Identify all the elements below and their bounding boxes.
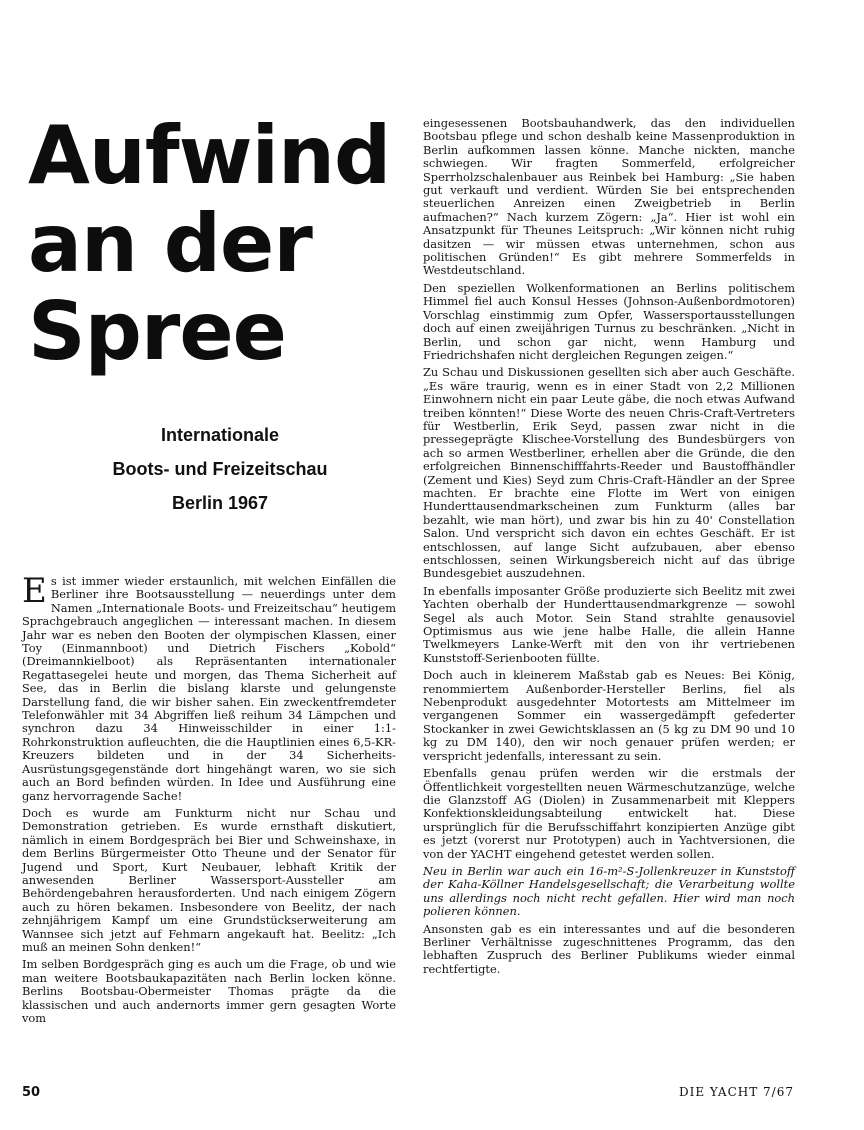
paragraph: In ebenfalls imposanter Größe produzierte sich Beelitz mit zwei Yachten oberhalb der Hunderttausendmarkgrenze — sowohl Segel als auch Motor. Sein Stand strahlte genausoviel Optimismus aus wie jene halbe Halle, die allein Hanne Twelkmeyers Lanke-Werft mit den von ihr vertriebenen Kunststoff-Serienbooten füllte. [423,583,795,665]
article-title [28,109,398,378]
paragraph: Im selben Bordgespräch ging es auch um die Frage, ob und wie man weitere Bootsbaukapazitäten nach Berlin locken könne. Berlins Bootsbau-Obermeister Thomas prägte da die klassischen und auch andernorts immer gern gesagten Worte vom [22,957,396,1025]
title-line: Spree [28,285,286,378]
drop-cap: E [22,571,47,611]
title-line: an der [28,197,312,290]
paragraph: Ebenfalls genau prüfen werden wir die erstmals der Öffentlichkeit vorgestellten neuen Wärmeschutzanzüge, welche die Glanzstoff AG (Diolen) in Zusammenarbeit mit Kleppers Konfektionskleidungsabteilung entwickelt hat. Diese ursprünglich für die Berufsschiffahrt konzipierten Anzüge gibt es jetzt (vorerst nur Prototypen) auch in Yachtversionen, die von der YACHT eingehend getestet werden sollen. [423,766,795,861]
left-column [22,571,396,1029]
magazine-issue: DIE YACHT 7/67 [678,1085,794,1099]
paragraph: Doch es wurde am Funkturm nicht nur Schau und Demonstration getrieben. Es wurde ernsthaft diskutiert, nämlich in einem Bordgespräch bei Bier und Schweinshaxe, in dem Berlins Bürgermeister Otto Theune und der Senator für Jugend und Sport, Kurt Neubauer, lebhaft Kritik der anwesenden Berliner Wassersport-Aussteller am Behördengebahren herausforderten. Und nach einigem Zögern auch zu hören bekamen. Insbesondere von Beelitz, der nach zehnjährigem Kampf um eine Grundstückserweiterung am Wannsee sich jetzt auf Fehmarn angekauft hat. Beelitz: „Ich muß an meinen Sohn denken!“ [22,805,396,954]
paragraph [22,571,396,803]
subtitle-line: Internationale [160,425,280,445]
subtitle-line: Boots- und Freizeitschau [112,459,328,479]
paragraph: Doch auch in kleinerem Maßstab gab es Neues: Bei König, renommiertem Außenborder-Hersteller Berlins, fiel als Nebenprodukt ausgedehnter Motortests am Mittelmeer im vergangenen Sommer ein wassergedämpft gefederter Stockanker in zwei Gewichtsklassen an (5 kg zu DM 90 und 10 kg zu DM 140), den wir noch genauer prüfen werden; er verspricht jedenfalls, interessant zu sein. [423,668,795,763]
paragraph: Ansonsten gab es ein interessantes und auf die besonderen Berliner Verhältnisse zugeschnittenes Programm, das den lebhaften Zuspruch des Berliner Publikums wieder einmal rechtfertigte. [423,921,795,976]
paragraph: Neu in Berlin war auch ein 16-m²-S-Jollenkreuzer in Kunststoff der Kaha-Köllner Handelsgesellschaft; die Verarbeitung wollte uns allerdings noch nicht recht gefallen. Hier wird man noch polieren können. [423,863,795,919]
page-number: 50 [22,1085,41,1100]
paragraph: eingesessenen Bootsbauhandwerk, das den individuellen Bootsbau pflege und schon deshalb keine Massenproduktion in Berlin aufkommen lassen könne. Manche nickten, manche schwiegen. Wir fragten Sommerfeld, erfolgreicher Sperrholzschalenbauer aus Reinbek bei Hamburg: „Sie haben gut verkauft und verdient. Würden Sie bei entsprechenden steuerlichen Anreizen einen Zweigbetrieb in Berlin aufmachen?“ Nach kurzem Zögern: „Ja“. Hier ist wohl ein Ansatzpunkt für Theunes Leitspruch: „Wir können nicht ruhig dasitzen — wir müssen etwas unternehmen, schon aus politischen Gründen!“ Es gibt mehrere Sommerfelds in Westdeutschland. [423,116,795,278]
article-subtitle [40,418,400,520]
subtitle-line: Berlin 1967 [171,493,269,513]
paragraph: Zu Schau und Diskussionen gesellten sich aber auch Geschäfte. „Es wäre traurig, wenn es in einer Stadt von 2,2 Millionen Einwohnern nicht ein paar Leute gäbe, die noch etwas Aufwand treiben könnten!“ Diese Worte des neuen Chris-Craft-Vertreters für Westberlin, Erik Seyd, passen zwar nicht in die pressegeprägte Klischee-Vorstellung des Bundesbürgers von ach so armen Westberliner, erhellen aber die Gründe, die den erfolgreichen Binnenschifffahrts-Reeder und Baustoffhändler (Zement und Kies) Seyd zum Chris-Craft-Händler an der Spree machten. Er brachte eine Flotte im Wert von einigen Hunderttausendmarkscheinen zum Funkturm (alles bar bezahlt, wie man hört), und zwar bis hin zu 40' Constellation Salon. Und verspricht sich davon ein echtes Geschäft. Er ist entschlossen, auf lange Sicht aufzubauen, aber ebenso entschlossen, seinen Wirkungsbereich nicht auf das übrige Bundesgebiet auszudehnen. [423,365,795,581]
right-column [423,117,795,980]
paragraph-text: s ist immer wieder erstaunlich, mit welchen Einfällen die Berliner ihre Bootsausstellung — neuerdings unter dem Namen „Internationale Boots- und Freizeitschau“ heutigem Sprachgebrauch angeglichen — interessant machen. In diesem Jahr war es neben den Booten der olympischen Klassen, einer Toy (Einmannboot) und Dietrich Fischers „Kobold“ (Dreimannkielboot) als Repräsentanten internationaler Regattasegelei heute und morgen, das Thema Sicherheit auf See, das in Berlin die bislang klarste und gelungenste Darstellung fand, die wir bisher sahen. Ein zweckentfremdeter Telefonwähler mit 34 Abgriffen ließ reihum 34 Lämpchen und synchron dazu 34 Hinweisschilder in einer 1:1-Rohrkonstruktion aufleuchten, die die Hauptlinien eines 6,5-KR-Kreuzers bildeten und in der 34 Sicherheits-Ausrüstungsgegenstände dort hingehängt waren, wo sie sich auch an Bord befinden würden. In Idee und Ausführung eine ganz hervorragende Sache! [22,574,396,803]
paragraph: Den speziellen Wolkenformationen an Berlins politischem Himmel fiel auch Konsul Hesses (Johnson-Außenbordmotoren) Vorschlag einstimmig zum Opfer, Wassersportausstellungen doch auf einen zweijährigen Turnus zu beschränken. „Nicht in Berlin, und schon gar nicht, wenn Hamburg und Friedrichshafen nicht dergleichen Regungen zeigen.“ [423,280,795,362]
title-line: Aufwind [28,109,391,202]
